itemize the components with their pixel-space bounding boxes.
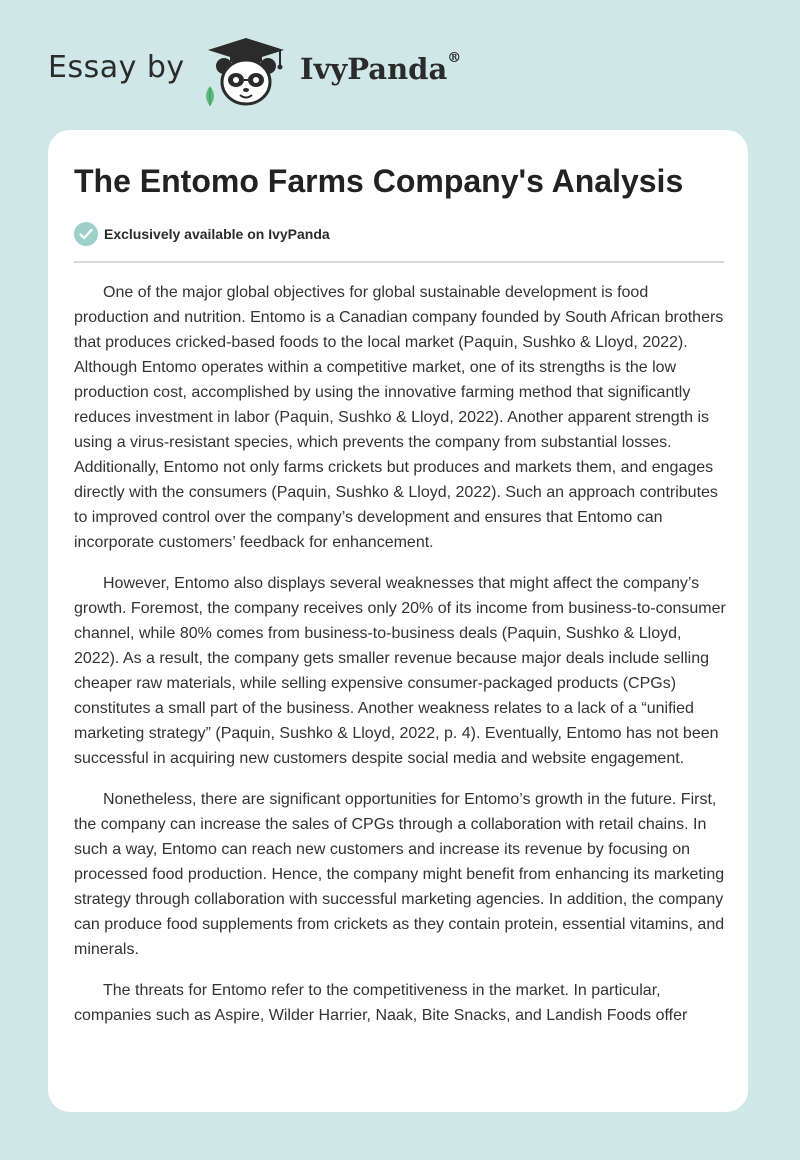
paragraph: Nonetheless, there are significant opportunities for Entomo’s growth in the future. First, the company can increase the sales of CPGs through a collaboration with retail chains. In such a way, Entomo can reach new customers and increase its revenue by focusing on processed food production. Hence, the company might benefit from enhancing its marketing strategy through collaboration with successful marketing agencies. In addition, the company can produce food supplements from crickets as they contain protein, essential vitamins, and minerals.	[74, 791, 725, 958]
page-title: The Entomo Farms Company's Analysis	[74, 163, 684, 199]
check-circle-icon	[74, 222, 98, 246]
site-header	[0, 0, 800, 130]
essay-by-label: Essay by	[48, 50, 185, 85]
exclusive-badge	[74, 222, 330, 246]
paragraph: One of the major global objectives for global sustainable development is food production and nutrition. Entomo is a Canadian company founded by South African brothers that produces cricked-based foods to the local market (Paquin, Sushko & Lloyd, 2022). Although Entomo operates within a competitive market, one of its strengths is the low production cost, accomplished by using the innovative farming method that significantly reduces investment in labor (Paquin, Sushko & Lloyd, 2022). Another apparent strength is using a virus-resistant species, which prevents the company from substantial losses. Additionally, Entomo not only farms crickets but produces and markets them, and engages directly with the consumers (Paquin, Sushko & Lloyd, 2022). Such an approach contributes to improved control over the company’s development and ensures that Entomo can incorporate customers’ feedback for enhancement.	[74, 284, 724, 551]
brand-name[interactable]	[300, 52, 461, 86]
paragraph: The threats for Entomo refer to the competitiveness in the market. In particular, companies such as Aspire, Wilder Harrier, Naak, Bite Snacks, and Landish Foods offer	[74, 982, 688, 1024]
exclusive-badge-label: Exclusively available on IvyPanda	[104, 226, 330, 242]
essay-body	[74, 280, 726, 1044]
brand-name-text: IvyPanda	[300, 52, 448, 86]
title-divider	[74, 261, 724, 263]
essay-card	[48, 130, 748, 1112]
paragraph: However, Entomo also displays several weaknesses that might affect the company’s growth. Foremost, the company receives only 20% of its income from business-to-consumer channel, while 80% comes from business-to-business deals (Paquin, Sushko & Lloyd, 2022). As a result, the company gets smaller revenue because major deals include selling cheaper raw materials, while selling expensive consumer-packaged products (CPGs) constitutes a small part of the business. Another weakness relates to a lack of a “unified marketing strategy” (Paquin, Sushko & Lloyd, 2022, p. 4). Eventually, Entomo has not been successful in acquiring new customers despite social media and website engagement.	[74, 575, 726, 767]
panda-graduate-icon[interactable]	[200, 36, 292, 108]
registered-mark: ®	[447, 50, 462, 66]
